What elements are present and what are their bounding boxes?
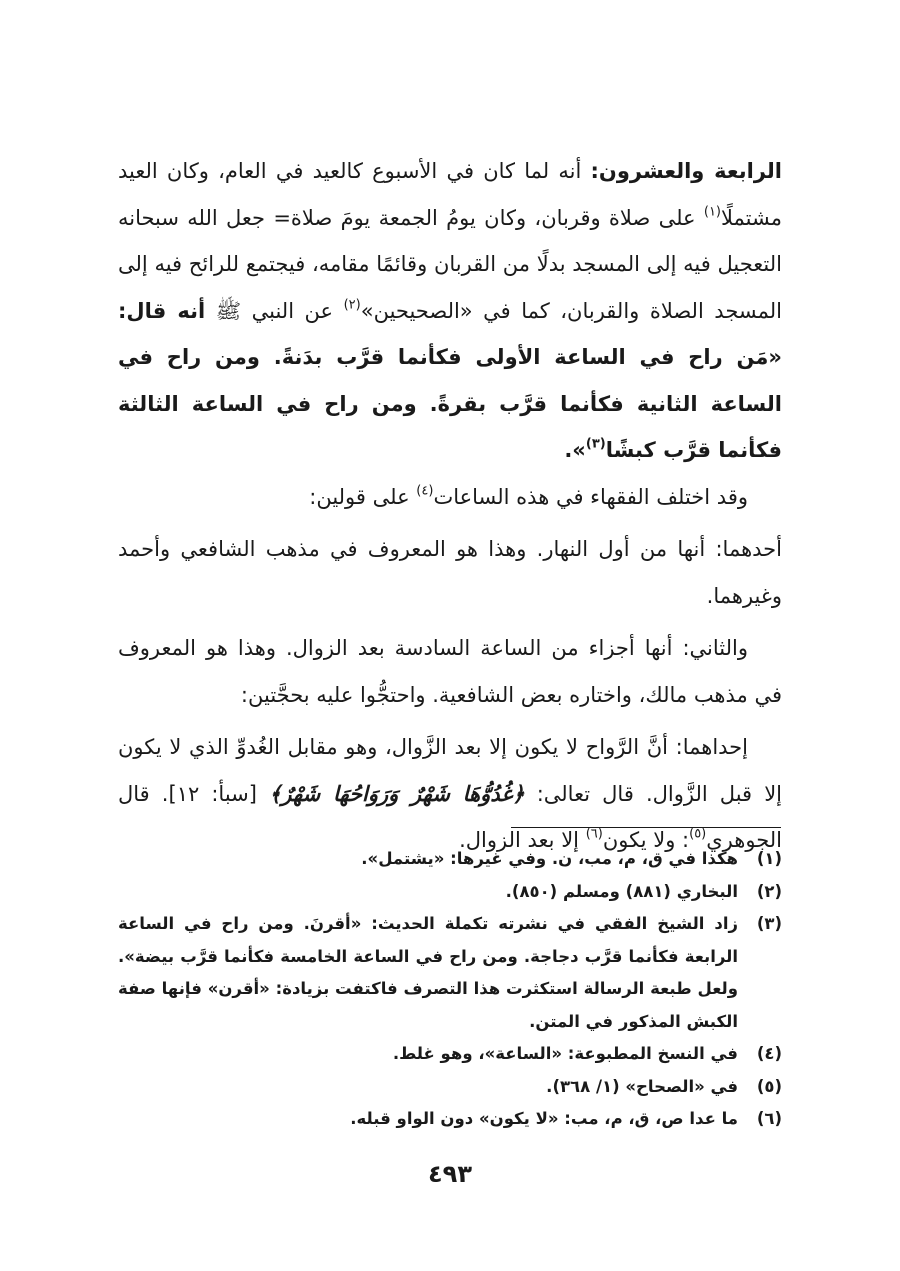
- footnote-5: [118, 1071, 782, 1104]
- point-heading: الرابعة والعشرون:: [590, 159, 782, 183]
- footnote-ref-5[interactable]: (٥): [689, 826, 707, 842]
- footnote-text: في النسخ المطبوعة: «الساعة»، وهو غلط.: [392, 1044, 738, 1063]
- footnote-text: هكذا في ق، م، مب، ن. وفي غيرها: «يشتمل».: [361, 849, 738, 868]
- footnote-number: (١): [756, 849, 782, 868]
- page-number: ٤٩٣: [428, 1160, 472, 1188]
- main-text: [118, 148, 782, 864]
- footnote-text: زاد الشيخ الفقي في نشرته تكملة الحديث: «أقرنَ. ومن راح في الساعة الرابعة فكأنما قرَّب دجاجة. ومن راح في الساعة الخامسة فكأنما قرَّب بيضة». ولعل طبعة الرسالة استكثرت هذا التصرف فاكتفت بزيادة: «أقرن» فإنها صفة الكبش المذكور في المتن.: [118, 914, 738, 1031]
- footnote-number: (٢): [756, 881, 782, 901]
- footnote-4: [118, 1038, 782, 1071]
- footnotes: [118, 843, 782, 1136]
- footnote-ref-2[interactable]: (٢): [343, 296, 361, 312]
- footnote-number: (٣): [756, 914, 782, 933]
- footnote-text: البخاري (٨٨١) ومسلم (٨٥٠).: [505, 881, 738, 901]
- footnote-number: (٤): [756, 1044, 782, 1063]
- paragraph-two-opinions: وقد اختلف الفقهاء في هذه الساعات$^{(٤)}$ على قولين:: [309, 482, 748, 509]
- footnote-ref-6[interactable]: (٦): [585, 826, 603, 842]
- footnote-6: [118, 1103, 782, 1136]
- paragraph-second-opinion: والثاني: أنها أجزاء من الساعة السادسة بعد الزوال. وهذا هو المعروف في مذهب مالك، واختاره بعض الشافعية. واحتجُّوا عليه بحجَّتين:: [118, 636, 782, 707]
- footnote-ref-3[interactable]: (٣): [585, 436, 606, 452]
- footnote-text: في «الصحاح» (١/ ٣٦٨).: [546, 1076, 738, 1096]
- footnote-divider: [511, 827, 781, 828]
- footnote-number: (٥): [756, 1076, 782, 1096]
- paragraph-first-opinion: أحدهما: أنها من أول النهار. وهذا هو المعروف في مذهب الشافعي وأحمد وغيرهما.: [118, 537, 782, 608]
- footnote-text: ما عدا ص، ق، م، مب: «لا يكون» دون الواو قبله.: [350, 1109, 738, 1128]
- footnote-ref-4[interactable]: (٤): [416, 482, 434, 498]
- footnote-number: (٦): [756, 1109, 782, 1128]
- quran-verse: ﴿غُدُوُّهَا شَهْرٌ وَرَوَاحُهَا شَهْرٌ﴾: [269, 780, 525, 806]
- footnote-2: [118, 876, 782, 909]
- footnote-3: [118, 908, 782, 1038]
- footnote-ref-1[interactable]: (١): [703, 203, 721, 219]
- footnote-1: [118, 843, 782, 876]
- paragraph-first-argument: إحداهما: أنَّ الرَّواح لا يكون إلا بعد الزَّوال، وهو مقابل الغُدوِّ الذي لا يكون إلا قبل الزَّوال. قال تعالى: ﴿غُدُوُّهَا شَهْرٌ وَرَوَاحُهَا شَهْرٌ﴾ [سبأ: ١٢]. قال الجوهري$^{(٥)}$: ولا يكون$^{(٦)}$ إلا بعد الزوال.: [118, 735, 783, 852]
- hadith-quote: أنه قال: «مَن راح في الساعة الأولى فكأنما قرَّب بدَنةً. ومن راح في الساعة الثانية فكأنما قرَّب بقرةً. ومن راح في الساعة الثالثة فكأنما قرَّب كبشًا: [118, 298, 782, 462]
- paragraph-24th-point: الرابعة والعشرون: أنه لما كان في الأسبوع كالعيد في العام، وكان العيد مشتملًا$^{(١)}$ على صلاة وقربان، وكان يومُ الجمعة يومَ صلاة= جعل الله سبحانه التعجيل فيه إلى المسجد بدلًا من القربان وقائمًا مقامه، فيجتمع للرائح فيه إلى المسجد الصلاة والقربان، كما في «الصحيحين»$^{(٢)}$ عن النبي ﷺ أنه قال: «مَن راح في الساعة الأولى فكأنما قرَّب بدَنةً. ومن راح في الساعة الثانية فكأنما قرَّب بقرةً. ومن راح في الساعة الثالثة فكأنما قرَّب كبشًا$^{(٣)}$».: [118, 159, 782, 462]
